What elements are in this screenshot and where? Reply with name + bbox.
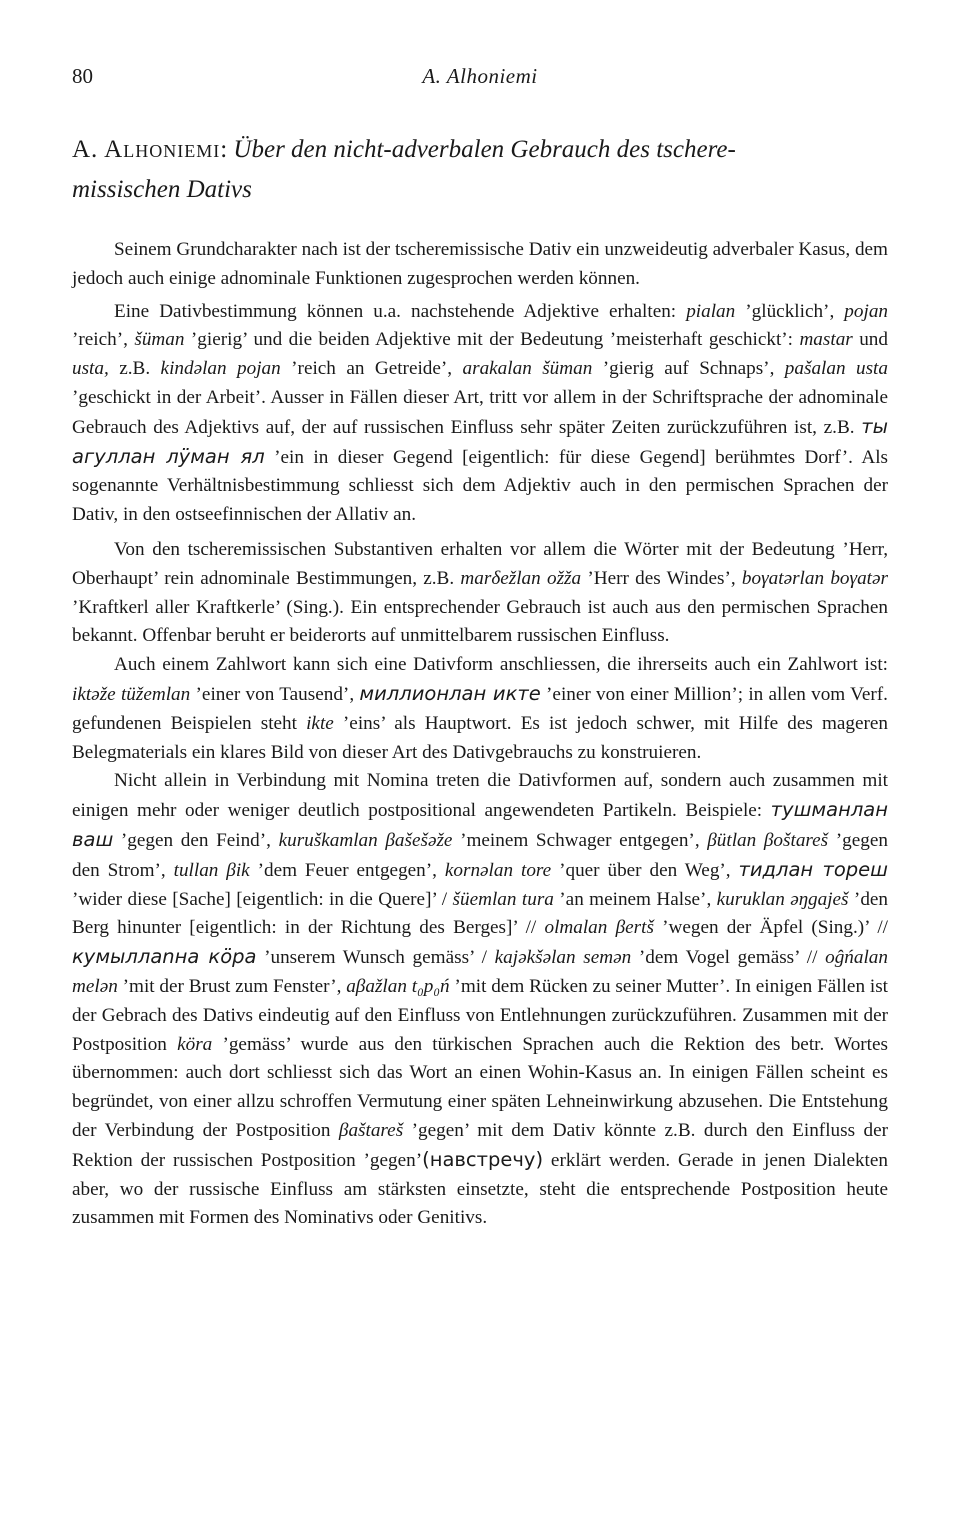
paragraph-text: ’gierig’ und die beiden Adjektive mit der Bedeutung ’meisterhaft geschickt’: <box>184 329 800 351</box>
title-line-1: Über den nicht-adverbalen Gebrauch des tschere- <box>233 136 736 163</box>
paragraph-text: ’ein in dieser Gegend [eigentlich: für diese Gegend] berühmtes Dorf’. Als sogenannte Verhältnisbestimmung schliesst sich dem Adjektiv auch in den permischen Sprachen der Dativ, in den ostseefinnischen der Allativ an. <box>72 446 888 526</box>
gloss-text: ’glücklich’, <box>735 300 845 322</box>
gloss-text: ’dem Vogel gemäss’ // <box>631 947 826 969</box>
paragraph-3 <box>72 536 888 651</box>
paragraph-text: Eine Dativbestimmung können u.a. nachstehende Adjektive erhalten: <box>114 300 687 322</box>
paragraph-text: Auch einem Zahlwort kann sich eine Dativform anschliessen, die ihrerseits auch ein Zahlwort ist: <box>114 654 888 676</box>
paragraph-text: ’geschickt in der Arbeit’. Ausser in Fällen dieser Art, tritt vor allem in der Schriftsprache der adnominale Gebrauch des Adjektivs auf, der auf russischen Einfluss sehr später Zeiten zurückzuführen ist, z.B. <box>72 386 888 438</box>
paragraph-text: und <box>852 329 888 351</box>
page-header <box>72 64 888 94</box>
example-phrase: boγatərlan boγatər <box>741 567 888 589</box>
cyrillic-example: (навстречу) <box>422 1147 544 1171</box>
example-phrase: kindəlan pojan <box>160 358 281 380</box>
example-phrase: βütlan βoštareš <box>707 829 829 851</box>
gloss-text: ’gegen den Strom’, <box>72 829 888 881</box>
example-phrase: kornəlan tore <box>444 859 552 881</box>
paragraph-5 <box>72 767 888 1233</box>
cyrillic-example: тушманлан ваш <box>72 798 888 851</box>
example-phrase: šüemlan tura <box>452 888 554 910</box>
example-phrase: aβažlan t₀p₀ń <box>346 975 450 997</box>
example-word: pialan <box>686 300 736 322</box>
gloss-text: ’quer über den Weg’, <box>551 859 739 881</box>
gloss-text: ’reich’, <box>72 329 135 351</box>
example-phrase: arakalan šüman <box>462 358 593 380</box>
paragraph-text: erklärt werden. Gerade in jenen Dialekten aber, wo der russische Einfluss am stärksten einsetzte, steht die entsprechende Postposition heute zusammen mit Formen des Nominativs oder Genitivs. <box>72 1149 888 1229</box>
gloss-text: ’meinem Schwager entgegen’, <box>452 829 708 851</box>
gloss-text: ’einer von Tausend’, <box>190 683 360 705</box>
example-phrase: olmalan βertš <box>544 917 654 939</box>
paragraph-text: ’einer von einer Million’; in allen vom Verf. gefundenen Beispielen steht <box>72 683 888 734</box>
paragraph-2 <box>72 298 888 530</box>
example-word: usta, <box>72 358 109 380</box>
example-phrase: kuruklan əŋgaješ <box>716 888 849 910</box>
gloss-text: ’gierig auf Schnaps’, <box>592 358 785 380</box>
example-phrase: iktəže tüžemlan <box>72 683 191 705</box>
article-author: A. Alhoniemi <box>72 136 221 163</box>
gloss-text: ’wegen der Äpfel (Sing.)’ // <box>653 917 889 939</box>
example-phrase: kuruškamlan βašešəže <box>278 829 453 851</box>
paragraph-text: Nicht allein in Verbindung mit Nomina treten die Dativformen auf, sondern auch zusammen mit einigen mehr oder weniger deutlich postpositional angewendeten Partikeln. Beispiele: <box>72 770 888 822</box>
example-phrase: pašalan usta <box>784 358 888 380</box>
example-word: pojan <box>844 300 889 322</box>
gloss-text: ’gegen den Feind’, <box>113 829 279 851</box>
cyrillic-example: тидлан тореш <box>738 857 888 881</box>
cyrillic-example: ты агуллан лӱман ял <box>72 414 888 468</box>
paragraph-1 <box>72 236 888 294</box>
gloss-text: ’reich an Getreide’, <box>280 358 463 380</box>
example-phrase: tullan βik <box>173 859 250 881</box>
paragraph-text: Seinem Grundcharakter nach ist der tscheremissische Dativ ein unzweideutig adverbaler Kasus, dem jedoch auch einige adnominale Funktionen zugesprochen werden können. <box>72 239 888 289</box>
example-phrase: oĝńalan melən <box>72 947 888 997</box>
example-phrase: marδežlan ožža <box>460 567 582 589</box>
paragraph-text: ’gegen’ mit dem Dativ könnte z.B. durch den Einfluss der Rektion der russischen Postposition ’gegen’ <box>72 1119 889 1171</box>
example-phrase: kajəkšəlan semən <box>494 947 632 969</box>
article-body <box>72 236 888 1233</box>
paragraph-text: ’mit dem Rücken zu seiner Mutter’. In einigen Fällen ist der Gebrach des Dativs eindeutig auf den Einfluss von Entlehnungen zurückzuführen. Zusammen mit der Postposition <box>72 975 888 1055</box>
gloss-text: ’wider diese [Sache] [eigentlich: in die Quere]’ / <box>72 888 453 910</box>
gloss-text: ’den Berg hinunter [eigentlich: in der Richtung des Berges]’ // <box>72 888 889 939</box>
example-word: ikte <box>306 712 334 734</box>
cyrillic-example: кумыллanна кöра <box>72 945 257 969</box>
paragraph-text: ’eins’ als Hauptwort. Es ist jedoch schwer, mit Hilfe des mageren Belegmaterials ein klares Bild von dieser Art des Dativgebrauchs zu konstruieren. <box>72 712 889 763</box>
article-title-block <box>72 130 888 210</box>
gloss-text: ’dem Feuer entgegen’, <box>249 859 445 881</box>
title-line-2: missischen Dativs <box>72 176 252 203</box>
example-word: köra <box>177 1033 213 1055</box>
paragraph-text: Von den tscheremissischen Substantiven erhalten vor allem die Wörter mit der Bedeutung ’Herr, Oberhaupt’ rein adnominale Bestimmungen, z.B. <box>72 538 888 589</box>
page-number: 80 <box>72 64 93 88</box>
paragraph-text: ’gemäss’ wurde aus den türkischen Sprachen auch die Rektion des betr. Wortes übernommen: auch dort schliesst sich das Wort an einen Wohin-Kasus an. In einigen Fällen scheint es begründet, von einer allzu schroffen Vermutung einer späten Lehneinwirkung abzusehen. Die Entstehung der Verbindung der Postposition <box>72 1033 888 1141</box>
example-word: mastar <box>799 329 853 351</box>
paragraph-text: z.B. <box>108 358 161 380</box>
cyrillic-example: миллионлан икте <box>359 681 541 705</box>
gloss-text: ’an meinem Halse’, <box>553 888 717 910</box>
running-head: A. Alhoniemi <box>422 64 538 88</box>
author-colon: : <box>220 136 228 163</box>
paragraph-4 <box>72 651 888 767</box>
gloss-text: ’Herr des Windes’, <box>581 567 742 589</box>
example-word: šüman <box>134 329 185 351</box>
gloss-text: ’unserem Wunsch gemäss’ / <box>256 947 495 969</box>
paragraph-text: ’Kraftkerl aller Kraftkerle’ (Sing.). Ein entsprechender Gebrauch ist auch aus den permischen Sprachen bekannt. Offenbar beruht er beiderorts auf unmittelbarem russischen Einfluss. <box>72 596 888 647</box>
gloss-text: ’mit der Brust zum Fenster’, <box>117 975 347 997</box>
example-word: βaštareš <box>338 1119 404 1141</box>
